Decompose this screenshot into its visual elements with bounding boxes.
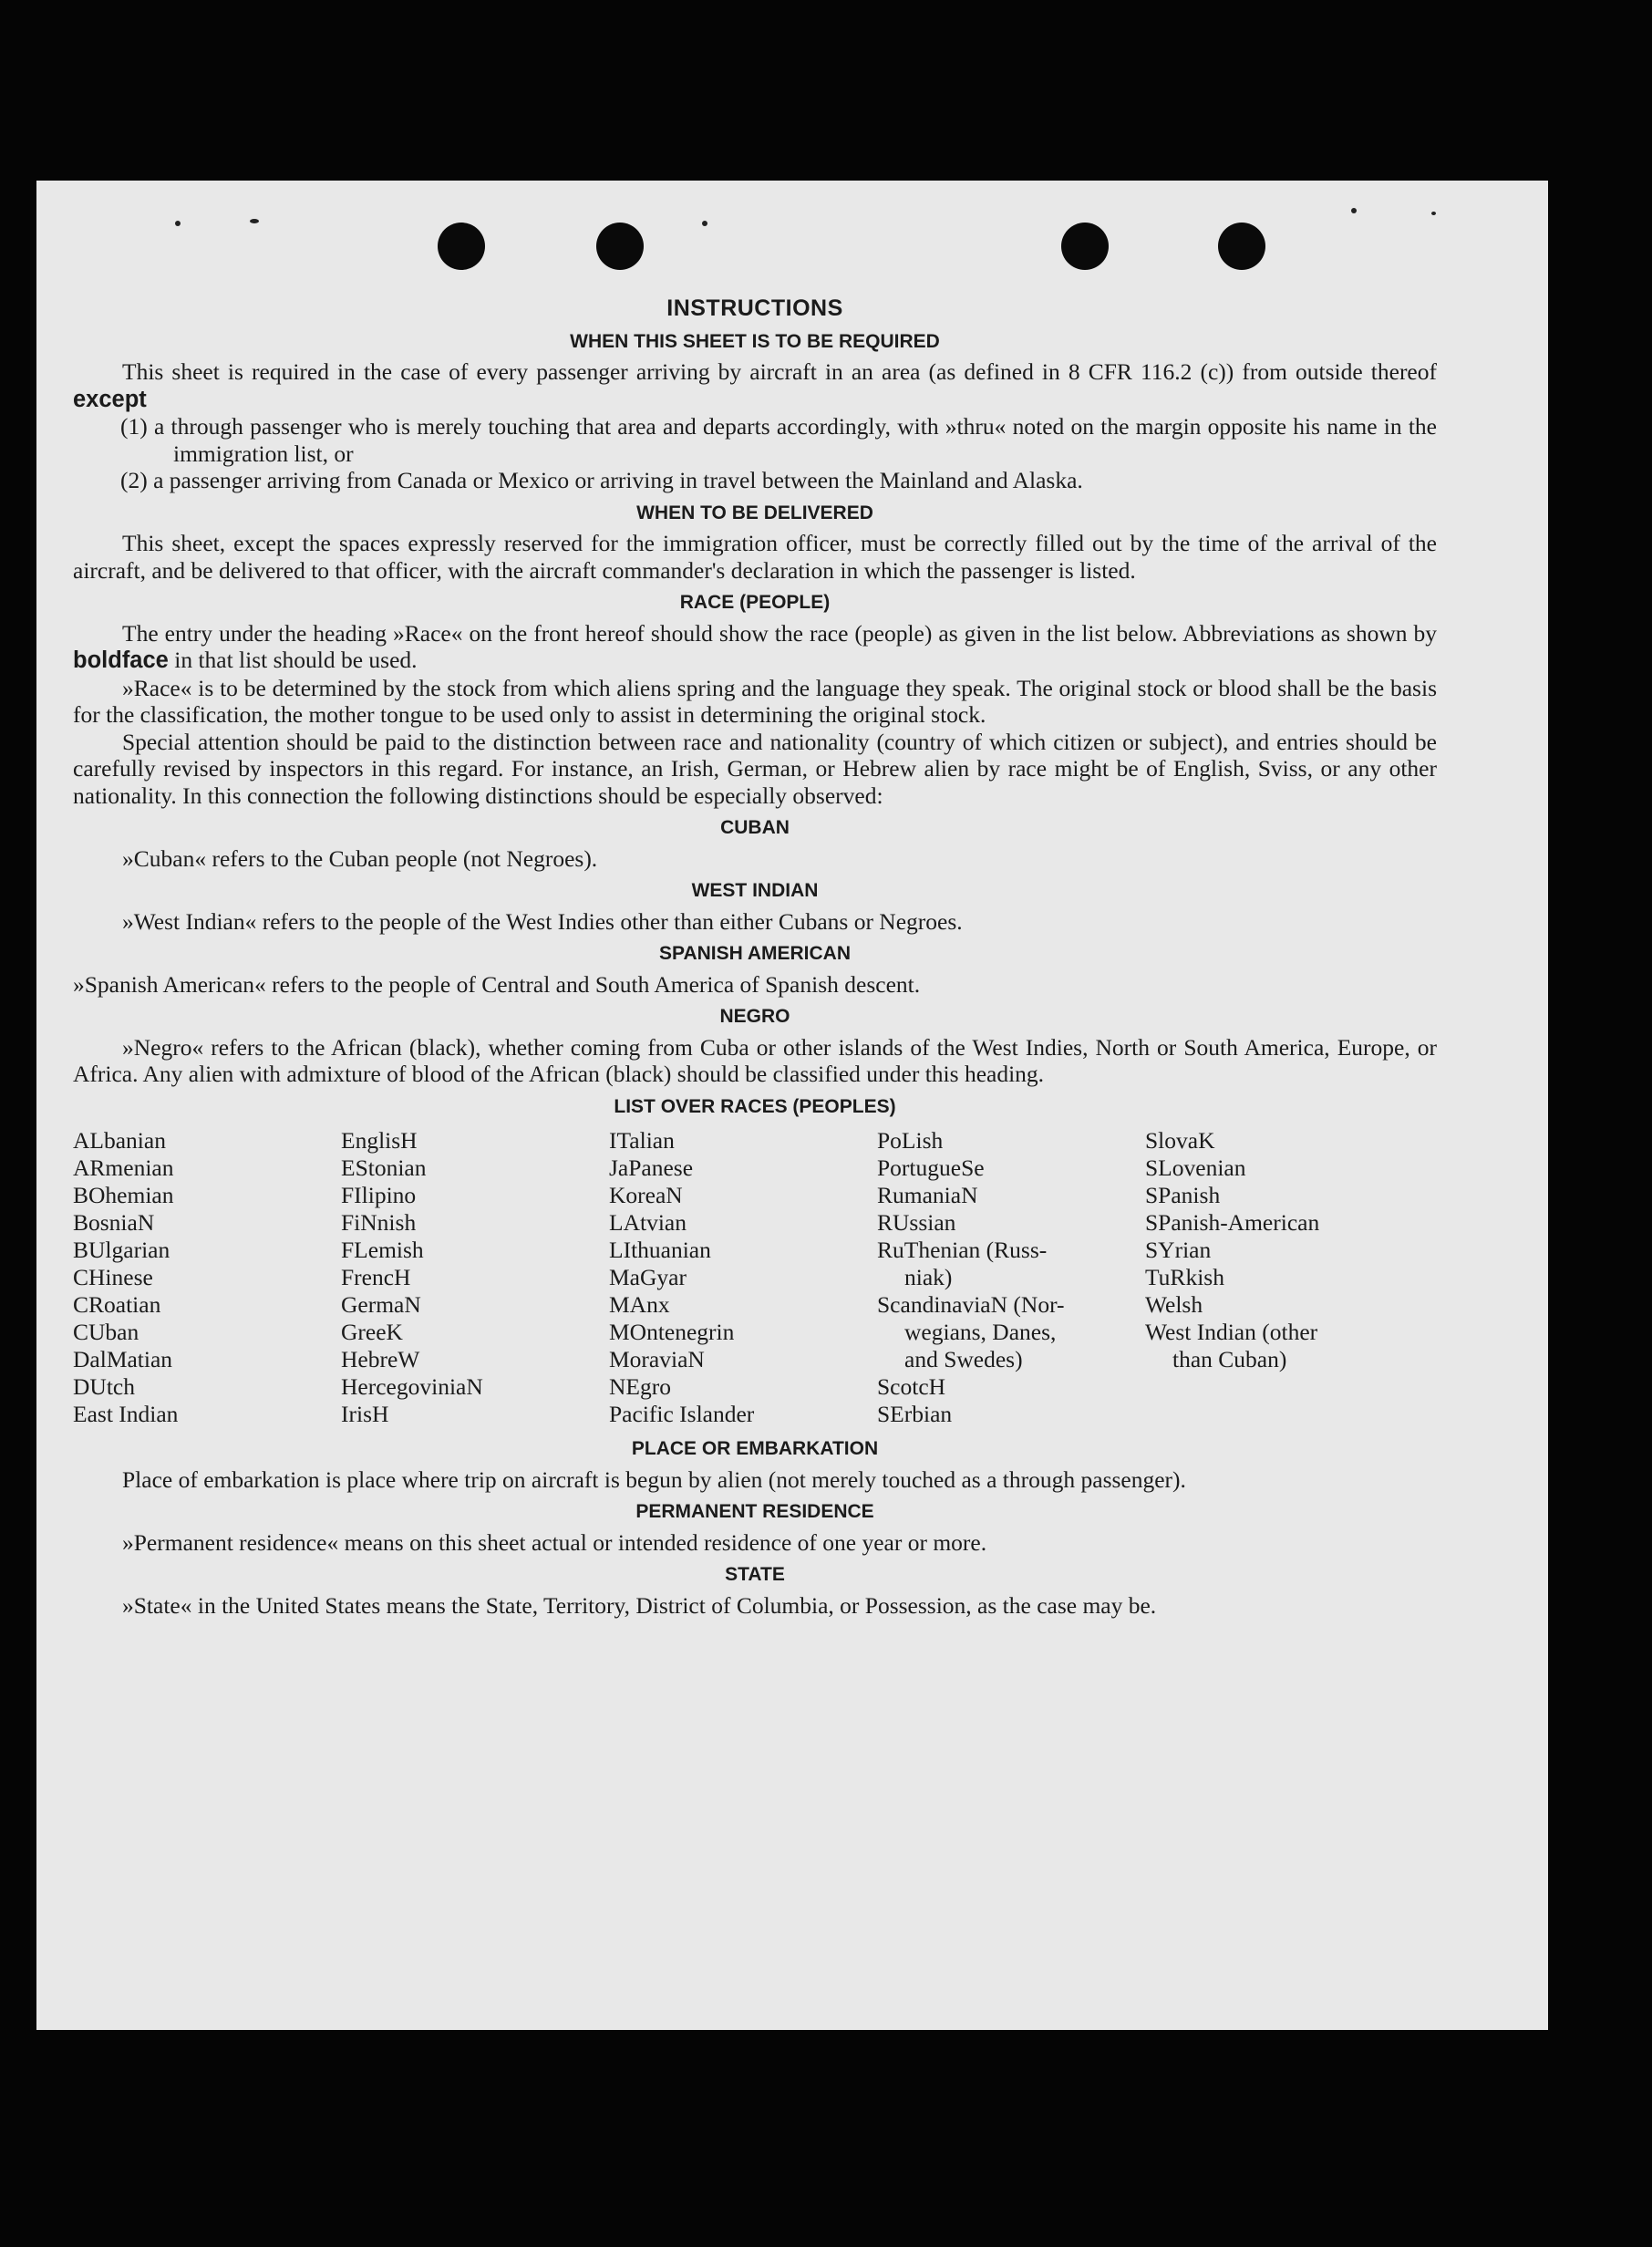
race-list-item: MaGyar [609,1264,687,1290]
race-list-item: DalMatian [73,1346,173,1372]
race-list [73,1127,1437,1428]
speck [1351,208,1357,213]
race-list-item: TuRkish [1145,1264,1224,1290]
section-heading: LIST OVER RACES (PEOPLES) [614,1095,896,1117]
race-list-item: West Indian (other [1145,1319,1318,1345]
race-list-item: GreeK [341,1319,403,1345]
paragraph: »West Indian« refers to the people of the West Indies other than either Cubans or Negroes. [122,907,963,935]
race-list-item: SlovaK [1145,1127,1215,1154]
race-list-item: BosniaN [73,1209,155,1236]
speck [702,221,707,226]
race-list-item: ScandinaviaN (Nor- [877,1291,1065,1318]
race-list-item: KoreaN [609,1182,683,1208]
race-list-item: EnglisH [341,1127,418,1154]
race-list-item: niak) [904,1264,953,1290]
race-list-item: SErbian [877,1401,953,1427]
race-list-item: JaPanese [609,1155,694,1181]
race-list-item: BUlgarian [73,1237,170,1263]
race-list-item: GermaN [341,1291,421,1318]
list-item: (1) a through passenger who is merely touching that area and departs accordingly, with »thru« noted on the margin opposite his name in the immigration list, or [120,413,1437,467]
paragraph: »State« in the United States means the State, Territory, District of Columbia, or Possession, as the case may be. [122,1591,1157,1619]
section-heading: RACE (PEOPLE) [679,592,831,613]
instructions-content [73,295,1437,1619]
paragraph: Special attention should be paid to the distinction between race and nationality (country of which citizen or subject), and entries should be carefully revised by inspectors in this regard. For instance, an Irish, German, or Hebrew alien by race might be of English, Sviss, or any other nationality. In this connection the following distinctions should be especially observed: [73,728,1437,809]
race-list-item: FLemish [341,1237,424,1263]
race-list-item: IrisH [341,1401,389,1427]
paragraph: This sheet is required in the case of every passenger arriving by aircraft in an area (as defined in 8 CFR 116.2 (c)) from outside thereof except [73,358,1437,412]
list-item: (2) a passenger arriving from Canada or Mexico or arriving in travel between the Mainland and Alaska. [120,467,1083,493]
section-heading: STATE [725,1564,785,1585]
race-list-item: LIthuanian [609,1237,711,1263]
section-heading: PLACE OR EMBARKATION [631,1438,879,1459]
race-list-item: HebreW [341,1346,420,1372]
race-list-item: RuThenian (Russ- [877,1237,1048,1263]
paragraph: »Cuban« refers to the Cuban people (not Negroes). [122,844,598,872]
paragraph: The entry under the heading »Race« on the front hereof should show the race (people) as given in the list below. Abbreviations as shown by boldface in that list should be used. [73,619,1437,673]
speck [175,221,181,226]
section-heading: SPANISH AMERICAN [658,943,851,964]
paragraph: »Negro« refers to the African (black), whether coming from Cuba or other islands of the West Indies, North or South America, Europe, or Africa. Any alien with admixture of blood of the African (black) should be classified under this heading. [73,1033,1437,1087]
speck [250,219,259,223]
race-list-item: CHinese [73,1264,153,1290]
paragraph: Place of embarkation is place where trip on aircraft is begun by alien (not merely touched as a through passenger). [122,1465,1186,1493]
section-heading: CUBAN [720,817,790,838]
race-list-item: BOhemian [73,1182,174,1208]
race-list-item: than Cuban) [1172,1346,1287,1372]
paragraph: This sheet, except the spaces expressly reserved for the immigration officer, must be correctly filled out by the time of the arrival of the aircraft, and be delivered to that officer, with the aircraft commander's declaration in which the passenger is listed. [73,530,1437,584]
race-column [73,1127,341,1428]
section-heading: WHEN TO BE DELIVERED [636,502,873,523]
race-column [609,1127,877,1428]
race-list-item: MAnx [609,1291,670,1318]
race-list-item: ARmenian [73,1155,174,1181]
race-list-item: ALbanian [73,1127,166,1154]
race-list-item: and Swedes) [904,1346,1023,1372]
paragraph: »Permanent residence« means on this sheet actual or intended residence of one year or more. [122,1528,987,1556]
race-list-item: MOntenegrin [609,1319,735,1345]
punch-hole [438,223,485,270]
race-list-item: RUssian [877,1209,956,1236]
document-sheet [36,181,1548,2030]
race-list-item: Pacific Islander [609,1401,755,1427]
page-title: INSTRUCTIONS [666,295,843,321]
race-list-item: PoLish [877,1127,944,1154]
paragraph: »Spanish American« refers to the people of Central and South America of Spanish descent. [73,970,921,998]
race-column [341,1127,609,1428]
race-list-item: LAtvian [609,1209,687,1236]
punch-hole [1218,223,1265,270]
race-list-item: wegians, Danes, [904,1319,1057,1345]
race-list-item: CUban [73,1319,139,1345]
race-list-item: FiNnish [341,1209,417,1236]
section-heading: WHEN THIS SHEET IS TO BE REQUIRED [570,330,940,352]
race-list-item: DUtch [73,1373,135,1400]
race-list-item: CRoatian [73,1291,161,1318]
section-heading: WEST INDIAN [691,880,819,901]
race-list-item: SYrian [1145,1237,1212,1263]
race-list-item: Welsh [1145,1291,1203,1318]
race-column [877,1127,1145,1428]
race-column [1145,1127,1413,1428]
race-list-item: RumaniaN [877,1182,978,1208]
section-heading: NEGRO [719,1006,790,1027]
race-list-item: HercegoviniaN [341,1373,483,1400]
race-list-item: FIlipino [341,1182,417,1208]
race-list-item: NEgro [609,1373,671,1400]
race-list-item: SLovenian [1145,1155,1246,1181]
paragraph: »Race« is to be determined by the stock from which aliens spring and the language they speak. The original stock or blood shall be the basis for the classification, the mother tongue to be used only to assist in determining the original stock. [73,674,1437,728]
section-heading: PERMANENT RESIDENCE [635,1501,874,1522]
speck [1431,212,1436,215]
race-list-item: ITalian [609,1127,675,1154]
race-list-item: East Indian [73,1401,179,1427]
punch-hole [596,223,644,270]
race-list-item: EStonian [341,1155,427,1181]
punch-hole [1061,223,1109,270]
race-list-item: PortugueSe [877,1155,985,1181]
race-list-item: FrencH [341,1264,411,1290]
race-list-item: SPanish [1145,1182,1221,1208]
race-list-item: MoraviaN [609,1346,705,1372]
race-list-item: ScotcH [877,1373,946,1400]
race-list-item: SPanish-American [1145,1209,1320,1236]
